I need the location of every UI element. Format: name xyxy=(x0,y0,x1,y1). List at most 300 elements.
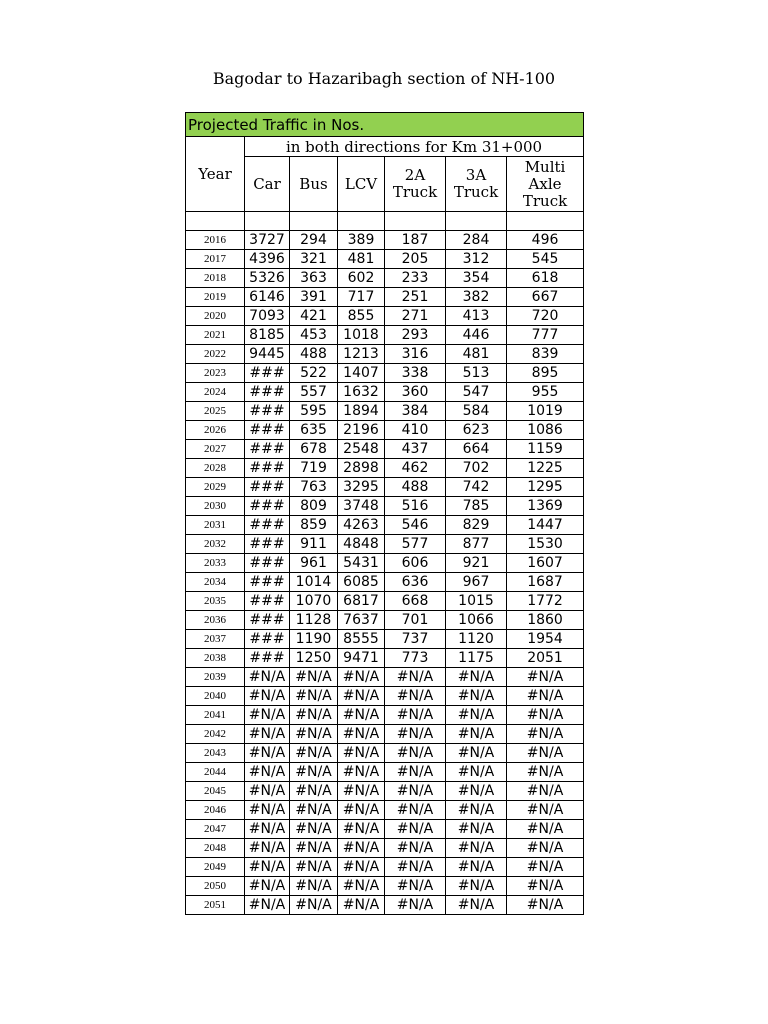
column-header-multi-axle-truck: Multi Axle Truck xyxy=(507,157,584,212)
cell-3a-truck: #N/A xyxy=(446,706,507,725)
cell-bus: #N/A xyxy=(290,801,338,820)
table-row xyxy=(186,687,584,706)
cell-multi-axle-truck: 839 xyxy=(507,345,584,364)
cell-year: 2018 xyxy=(186,269,245,288)
table-row xyxy=(186,592,584,611)
cell-year: 2019 xyxy=(186,288,245,307)
cell-year: 2031 xyxy=(186,516,245,535)
cell-lcv: #N/A xyxy=(338,839,385,858)
cell-3a-truck: #N/A xyxy=(446,782,507,801)
cell-car: ### xyxy=(245,383,290,402)
cell-year: 2039 xyxy=(186,668,245,687)
cell-bus: 719 xyxy=(290,459,338,478)
direction-subheader: in both directions for Km 31+000 xyxy=(245,137,584,157)
cell-3a-truck: 921 xyxy=(446,554,507,573)
cell-lcv: #N/A xyxy=(338,877,385,896)
cell-year: 2051 xyxy=(186,896,245,915)
cell-lcv: 3295 xyxy=(338,478,385,497)
cell-2a-truck: #N/A xyxy=(385,782,446,801)
cell-3a-truck: 664 xyxy=(446,440,507,459)
cell-lcv: 602 xyxy=(338,269,385,288)
cell-2a-truck: 577 xyxy=(385,535,446,554)
cell-3a-truck: 742 xyxy=(446,478,507,497)
cell-bus: #N/A xyxy=(290,687,338,706)
table-row xyxy=(186,896,584,915)
cell-2a-truck: 462 xyxy=(385,459,446,478)
cell-car: 6146 xyxy=(245,288,290,307)
cell-lcv: 4848 xyxy=(338,535,385,554)
cell-2a-truck: 737 xyxy=(385,630,446,649)
cell-lcv: 2898 xyxy=(338,459,385,478)
cell-year: 2020 xyxy=(186,307,245,326)
cell-2a-truck: #N/A xyxy=(385,763,446,782)
cell-3a-truck: 1066 xyxy=(446,611,507,630)
cell-car: ### xyxy=(245,592,290,611)
cell-2a-truck: 271 xyxy=(385,307,446,326)
cell-multi-axle-truck: #N/A xyxy=(507,687,584,706)
cell-lcv: 6817 xyxy=(338,592,385,611)
cell-multi-axle-truck: #N/A xyxy=(507,801,584,820)
cell-2a-truck: #N/A xyxy=(385,820,446,839)
table-row xyxy=(186,801,584,820)
cell-bus: 763 xyxy=(290,478,338,497)
cell-bus: #N/A xyxy=(290,782,338,801)
cell-bus: 453 xyxy=(290,326,338,345)
cell-car: 5326 xyxy=(245,269,290,288)
cell-3a-truck: 829 xyxy=(446,516,507,535)
cell-car: #N/A xyxy=(245,725,290,744)
table-row xyxy=(186,345,584,364)
cell-3a-truck: 513 xyxy=(446,364,507,383)
cell-3a-truck: 446 xyxy=(446,326,507,345)
cell-3a-truck: 481 xyxy=(446,345,507,364)
cell-multi-axle-truck: 1954 xyxy=(507,630,584,649)
cell-2a-truck: #N/A xyxy=(385,896,446,915)
cell-bus: 391 xyxy=(290,288,338,307)
cell-lcv: 8555 xyxy=(338,630,385,649)
cell-multi-axle-truck: 496 xyxy=(507,231,584,250)
cell-lcv: #N/A xyxy=(338,782,385,801)
table-row xyxy=(186,573,584,592)
column-header-bus: Bus xyxy=(290,157,338,212)
cell-multi-axle-truck: 1860 xyxy=(507,611,584,630)
table-row xyxy=(186,877,584,896)
cell-multi-axle-truck: 720 xyxy=(507,307,584,326)
cell-car: #N/A xyxy=(245,763,290,782)
cell-bus: 557 xyxy=(290,383,338,402)
column-header-2a-truck: 2A Truck xyxy=(385,157,446,212)
cell-3a-truck: #N/A xyxy=(446,896,507,915)
table-row xyxy=(186,421,584,440)
cell-bus: #N/A xyxy=(290,763,338,782)
cell-lcv: 1407 xyxy=(338,364,385,383)
cell-car: #N/A xyxy=(245,820,290,839)
cell-3a-truck: 584 xyxy=(446,402,507,421)
cell-car: ### xyxy=(245,402,290,421)
cell-2a-truck: 360 xyxy=(385,383,446,402)
cell-car: #N/A xyxy=(245,839,290,858)
cell-multi-axle-truck: 895 xyxy=(507,364,584,383)
cell-3a-truck: #N/A xyxy=(446,877,507,896)
year-column-header: Year xyxy=(186,137,245,212)
cell-year: 2035 xyxy=(186,592,245,611)
cell-2a-truck: 410 xyxy=(385,421,446,440)
spacer-row xyxy=(186,212,584,231)
cell-car: ### xyxy=(245,554,290,573)
document-title: Bagodar to Hazaribagh section of NH-100 xyxy=(212,69,556,88)
cell-lcv: #N/A xyxy=(338,801,385,820)
cell-year: 2043 xyxy=(186,744,245,763)
cell-bus: 635 xyxy=(290,421,338,440)
cell-multi-axle-truck: 618 xyxy=(507,269,584,288)
table-row xyxy=(186,459,584,478)
cell-car: #N/A xyxy=(245,858,290,877)
cell-year: 2036 xyxy=(186,611,245,630)
cell-3a-truck: 312 xyxy=(446,250,507,269)
cell-year: 2027 xyxy=(186,440,245,459)
cell-multi-axle-truck: #N/A xyxy=(507,744,584,763)
cell-bus: #N/A xyxy=(290,725,338,744)
table-row xyxy=(186,269,584,288)
table-row xyxy=(186,668,584,687)
cell-lcv: 1018 xyxy=(338,326,385,345)
cell-multi-axle-truck: 1086 xyxy=(507,421,584,440)
cell-year: 2042 xyxy=(186,725,245,744)
cell-2a-truck: #N/A xyxy=(385,858,446,877)
cell-2a-truck: 251 xyxy=(385,288,446,307)
cell-3a-truck: 382 xyxy=(446,288,507,307)
cell-year: 2034 xyxy=(186,573,245,592)
cell-3a-truck: #N/A xyxy=(446,725,507,744)
cell-bus: 1070 xyxy=(290,592,338,611)
cell-car: ### xyxy=(245,478,290,497)
cell-lcv: #N/A xyxy=(338,763,385,782)
cell-3a-truck: #N/A xyxy=(446,820,507,839)
cell-3a-truck: #N/A xyxy=(446,687,507,706)
cell-bus: 1128 xyxy=(290,611,338,630)
table-row xyxy=(186,630,584,649)
cell-multi-axle-truck: 545 xyxy=(507,250,584,269)
cell-lcv: 9471 xyxy=(338,649,385,668)
cell-2a-truck: #N/A xyxy=(385,668,446,687)
cell-car: 3727 xyxy=(245,231,290,250)
cell-bus: 421 xyxy=(290,307,338,326)
cell-lcv: 855 xyxy=(338,307,385,326)
cell-car: #N/A xyxy=(245,706,290,725)
cell-bus: 522 xyxy=(290,364,338,383)
cell-multi-axle-truck: #N/A xyxy=(507,706,584,725)
cell-lcv: 6085 xyxy=(338,573,385,592)
cell-bus: 1014 xyxy=(290,573,338,592)
cell-multi-axle-truck: #N/A xyxy=(507,668,584,687)
table-row xyxy=(186,497,584,516)
cell-3a-truck: #N/A xyxy=(446,763,507,782)
cell-bus: 321 xyxy=(290,250,338,269)
cell-year: 2028 xyxy=(186,459,245,478)
table-row xyxy=(186,858,584,877)
cell-bus: #N/A xyxy=(290,877,338,896)
cell-3a-truck: #N/A xyxy=(446,839,507,858)
cell-lcv: 1894 xyxy=(338,402,385,421)
cell-3a-truck: 1175 xyxy=(446,649,507,668)
cell-2a-truck: 701 xyxy=(385,611,446,630)
table-row xyxy=(186,383,584,402)
cell-3a-truck: #N/A xyxy=(446,744,507,763)
cell-lcv: 481 xyxy=(338,250,385,269)
cell-car: ### xyxy=(245,649,290,668)
cell-car: 8185 xyxy=(245,326,290,345)
table-row xyxy=(186,725,584,744)
cell-car: #N/A xyxy=(245,687,290,706)
cell-car: #N/A xyxy=(245,744,290,763)
cell-year: 2021 xyxy=(186,326,245,345)
cell-year: 2037 xyxy=(186,630,245,649)
cell-car: #N/A xyxy=(245,782,290,801)
cell-lcv: #N/A xyxy=(338,896,385,915)
cell-3a-truck: 354 xyxy=(446,269,507,288)
cell-year: 2048 xyxy=(186,839,245,858)
cell-car: 9445 xyxy=(245,345,290,364)
cell-lcv: 1632 xyxy=(338,383,385,402)
cell-2a-truck: #N/A xyxy=(385,687,446,706)
cell-car: #N/A xyxy=(245,668,290,687)
cell-car: ### xyxy=(245,516,290,535)
cell-car: #N/A xyxy=(245,896,290,915)
cell-year: 2038 xyxy=(186,649,245,668)
cell-3a-truck: 547 xyxy=(446,383,507,402)
table-row xyxy=(186,839,584,858)
cell-bus: #N/A xyxy=(290,858,338,877)
table-row xyxy=(186,820,584,839)
cell-car: ### xyxy=(245,630,290,649)
cell-multi-axle-truck: 1369 xyxy=(507,497,584,516)
cell-multi-axle-truck: 1159 xyxy=(507,440,584,459)
table-row xyxy=(186,744,584,763)
cell-lcv: 717 xyxy=(338,288,385,307)
cell-3a-truck: 1015 xyxy=(446,592,507,611)
cell-3a-truck: #N/A xyxy=(446,858,507,877)
cell-lcv: #N/A xyxy=(338,858,385,877)
table-row xyxy=(186,611,584,630)
cell-multi-axle-truck: #N/A xyxy=(507,896,584,915)
cell-multi-axle-truck: 1607 xyxy=(507,554,584,573)
cell-bus: #N/A xyxy=(290,744,338,763)
cell-3a-truck: 413 xyxy=(446,307,507,326)
cell-bus: #N/A xyxy=(290,820,338,839)
table-row xyxy=(186,326,584,345)
cell-year: 2032 xyxy=(186,535,245,554)
cell-car: ### xyxy=(245,573,290,592)
cell-year: 2050 xyxy=(186,877,245,896)
cell-multi-axle-truck: 1019 xyxy=(507,402,584,421)
cell-multi-axle-truck: 955 xyxy=(507,383,584,402)
cell-3a-truck: 702 xyxy=(446,459,507,478)
cell-bus: 1250 xyxy=(290,649,338,668)
cell-year: 2029 xyxy=(186,478,245,497)
column-header-3a-truck: 3A Truck xyxy=(446,157,507,212)
cell-2a-truck: #N/A xyxy=(385,725,446,744)
cell-bus: 859 xyxy=(290,516,338,535)
cell-year: 2022 xyxy=(186,345,245,364)
cell-bus: 488 xyxy=(290,345,338,364)
cell-bus: 294 xyxy=(290,231,338,250)
cell-2a-truck: #N/A xyxy=(385,877,446,896)
cell-2a-truck: 773 xyxy=(385,649,446,668)
table-row xyxy=(186,402,584,421)
cell-bus: #N/A xyxy=(290,668,338,687)
cell-multi-axle-truck: #N/A xyxy=(507,763,584,782)
cell-multi-axle-truck: 777 xyxy=(507,326,584,345)
cell-lcv: 3748 xyxy=(338,497,385,516)
cell-lcv: #N/A xyxy=(338,725,385,744)
table-row xyxy=(186,516,584,535)
cell-multi-axle-truck: #N/A xyxy=(507,839,584,858)
cell-multi-axle-truck: 1772 xyxy=(507,592,584,611)
cell-year: 2047 xyxy=(186,820,245,839)
cell-car: ### xyxy=(245,421,290,440)
cell-year: 2040 xyxy=(186,687,245,706)
cell-year: 2049 xyxy=(186,858,245,877)
cell-multi-axle-truck: #N/A xyxy=(507,782,584,801)
cell-2a-truck: 384 xyxy=(385,402,446,421)
cell-car: 7093 xyxy=(245,307,290,326)
cell-2a-truck: 187 xyxy=(385,231,446,250)
cell-2a-truck: 488 xyxy=(385,478,446,497)
cell-lcv: 389 xyxy=(338,231,385,250)
cell-year: 2024 xyxy=(186,383,245,402)
cell-lcv: #N/A xyxy=(338,820,385,839)
table-row xyxy=(186,288,584,307)
cell-year: 2016 xyxy=(186,231,245,250)
cell-3a-truck: 623 xyxy=(446,421,507,440)
cell-multi-axle-truck: 1447 xyxy=(507,516,584,535)
cell-2a-truck: 437 xyxy=(385,440,446,459)
cell-car: ### xyxy=(245,497,290,516)
cell-lcv: 5431 xyxy=(338,554,385,573)
cell-bus: 1190 xyxy=(290,630,338,649)
cell-multi-axle-truck: 1225 xyxy=(507,459,584,478)
table-row xyxy=(186,706,584,725)
cell-2a-truck: 205 xyxy=(385,250,446,269)
cell-bus: 595 xyxy=(290,402,338,421)
table-row xyxy=(186,440,584,459)
table-row xyxy=(186,535,584,554)
traffic-table xyxy=(185,112,584,915)
cell-2a-truck: 338 xyxy=(385,364,446,383)
column-header-car: Car xyxy=(245,157,290,212)
table-banner: Projected Traffic in Nos. xyxy=(186,113,584,137)
cell-3a-truck: 877 xyxy=(446,535,507,554)
cell-lcv: 7637 xyxy=(338,611,385,630)
cell-lcv: 2548 xyxy=(338,440,385,459)
column-header-lcv: LCV xyxy=(338,157,385,212)
cell-3a-truck: #N/A xyxy=(446,668,507,687)
cell-2a-truck: 233 xyxy=(385,269,446,288)
table-row xyxy=(186,250,584,269)
cell-car: ### xyxy=(245,611,290,630)
cell-2a-truck: 516 xyxy=(385,497,446,516)
cell-2a-truck: #N/A xyxy=(385,801,446,820)
cell-bus: 961 xyxy=(290,554,338,573)
cell-bus: 911 xyxy=(290,535,338,554)
cell-year: 2026 xyxy=(186,421,245,440)
cell-3a-truck: #N/A xyxy=(446,801,507,820)
cell-multi-axle-truck: #N/A xyxy=(507,877,584,896)
cell-year: 2041 xyxy=(186,706,245,725)
cell-multi-axle-truck: 1687 xyxy=(507,573,584,592)
table-row xyxy=(186,231,584,250)
cell-multi-axle-truck: #N/A xyxy=(507,725,584,744)
cell-car: ### xyxy=(245,535,290,554)
cell-2a-truck: #N/A xyxy=(385,839,446,858)
cell-multi-axle-truck: 667 xyxy=(507,288,584,307)
cell-bus: 678 xyxy=(290,440,338,459)
cell-3a-truck: 785 xyxy=(446,497,507,516)
cell-car: #N/A xyxy=(245,877,290,896)
cell-lcv: #N/A xyxy=(338,706,385,725)
cell-car: ### xyxy=(245,459,290,478)
cell-bus: 363 xyxy=(290,269,338,288)
table-row xyxy=(186,782,584,801)
cell-year: 2044 xyxy=(186,763,245,782)
table-row xyxy=(186,364,584,383)
cell-2a-truck: 316 xyxy=(385,345,446,364)
cell-2a-truck: #N/A xyxy=(385,744,446,763)
cell-year: 2017 xyxy=(186,250,245,269)
cell-2a-truck: 636 xyxy=(385,573,446,592)
table-row xyxy=(186,554,584,573)
cell-multi-axle-truck: 2051 xyxy=(507,649,584,668)
cell-2a-truck: #N/A xyxy=(385,706,446,725)
cell-2a-truck: 668 xyxy=(385,592,446,611)
cell-lcv: #N/A xyxy=(338,668,385,687)
cell-lcv: 2196 xyxy=(338,421,385,440)
cell-lcv: #N/A xyxy=(338,687,385,706)
table-row xyxy=(186,763,584,782)
cell-year: 2023 xyxy=(186,364,245,383)
cell-bus: #N/A xyxy=(290,896,338,915)
cell-year: 2046 xyxy=(186,801,245,820)
cell-year: 2033 xyxy=(186,554,245,573)
cell-bus: #N/A xyxy=(290,839,338,858)
cell-lcv: 1213 xyxy=(338,345,385,364)
cell-3a-truck: 284 xyxy=(446,231,507,250)
table-row xyxy=(186,307,584,326)
cell-year: 2030 xyxy=(186,497,245,516)
cell-2a-truck: 606 xyxy=(385,554,446,573)
cell-multi-axle-truck: 1530 xyxy=(507,535,584,554)
cell-car: 4396 xyxy=(245,250,290,269)
cell-multi-axle-truck: 1295 xyxy=(507,478,584,497)
cell-year: 2025 xyxy=(186,402,245,421)
cell-lcv: 4263 xyxy=(338,516,385,535)
cell-car: ### xyxy=(245,364,290,383)
cell-car: #N/A xyxy=(245,801,290,820)
table-row xyxy=(186,478,584,497)
cell-2a-truck: 546 xyxy=(385,516,446,535)
cell-bus: #N/A xyxy=(290,706,338,725)
cell-2a-truck: 293 xyxy=(385,326,446,345)
cell-3a-truck: 967 xyxy=(446,573,507,592)
table-row xyxy=(186,649,584,668)
cell-multi-axle-truck: #N/A xyxy=(507,858,584,877)
cell-year: 2045 xyxy=(186,782,245,801)
cell-bus: 809 xyxy=(290,497,338,516)
cell-3a-truck: 1120 xyxy=(446,630,507,649)
cell-multi-axle-truck: #N/A xyxy=(507,820,584,839)
cell-car: ### xyxy=(245,440,290,459)
cell-lcv: #N/A xyxy=(338,744,385,763)
